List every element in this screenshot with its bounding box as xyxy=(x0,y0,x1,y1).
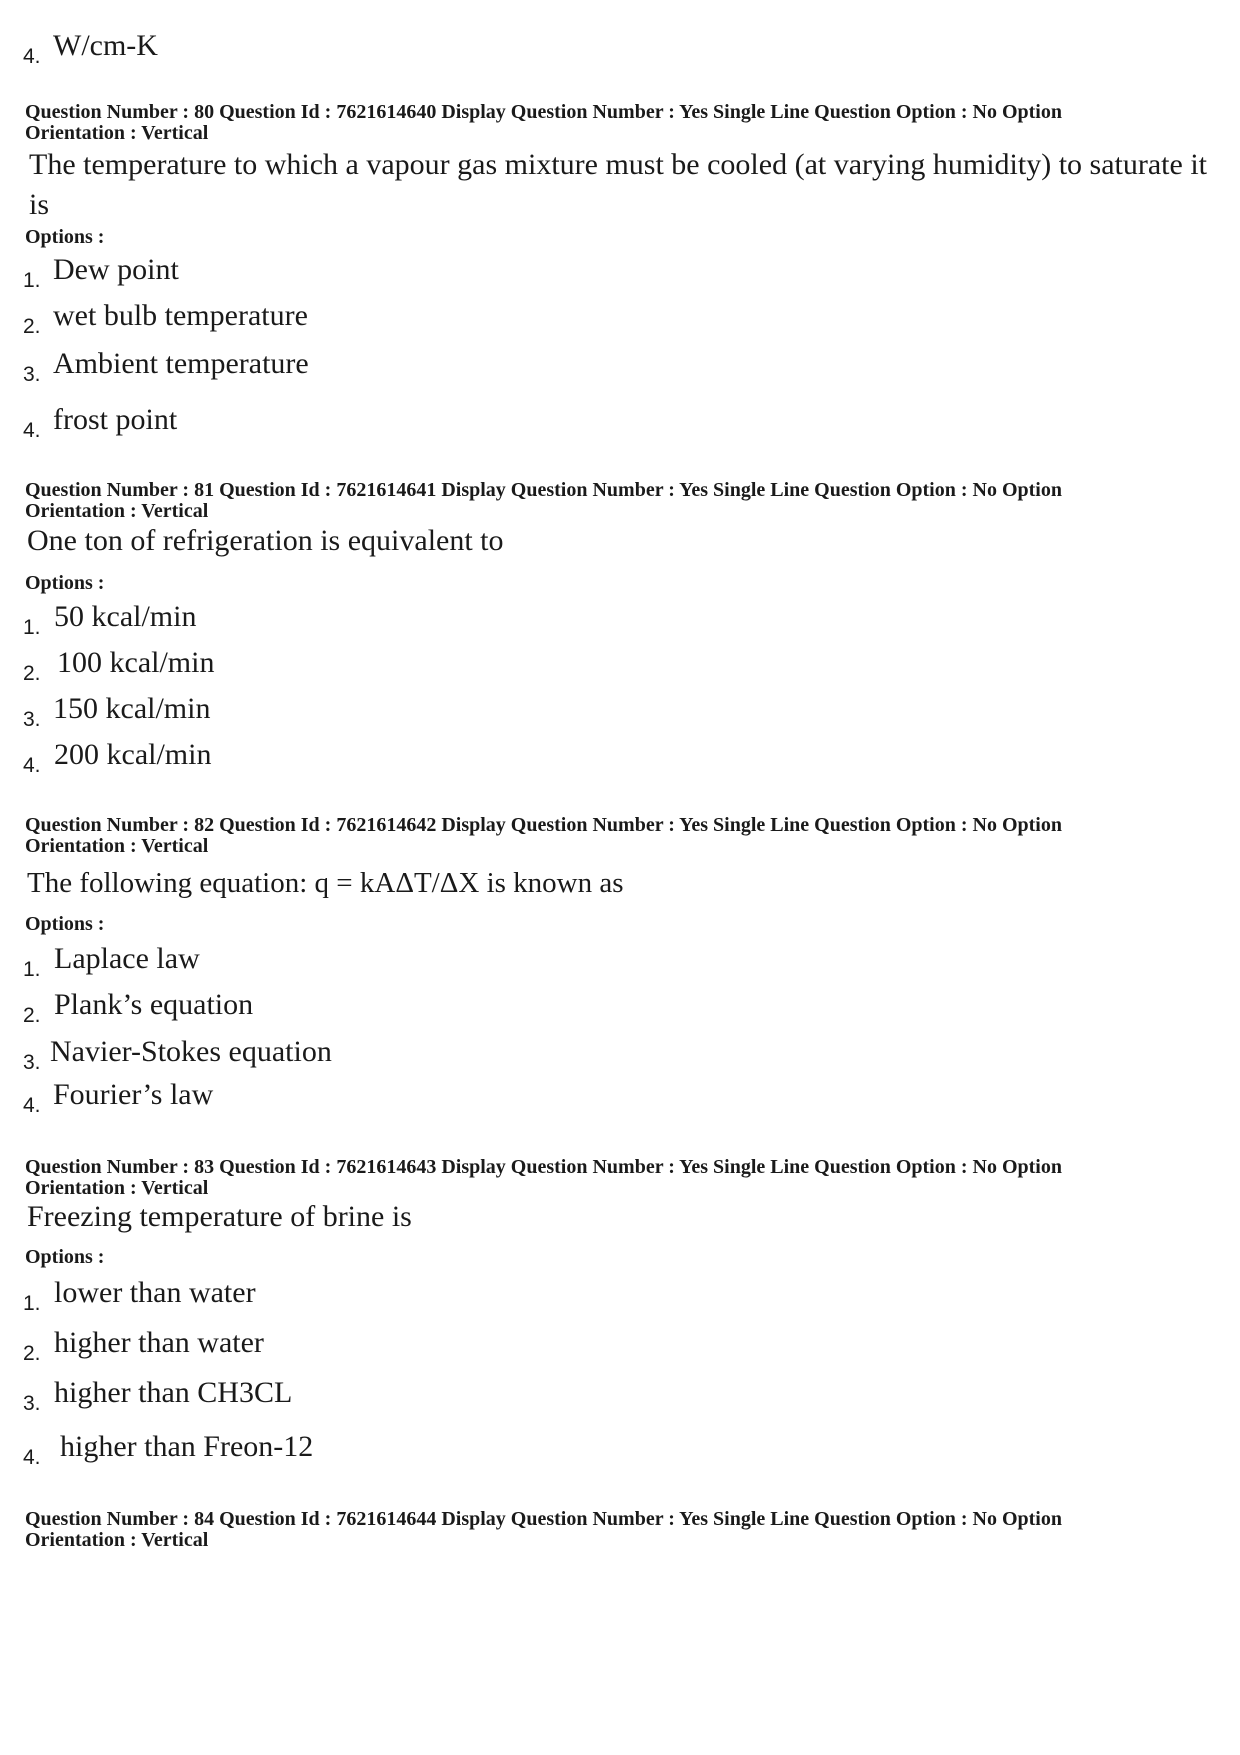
question-meta-line: Question Number : 84 Question Id : 7621614644 Display Question Number : Yes Single Line Question Option : No Option xyxy=(25,1508,1062,1530)
question-83-text: Freezing temperature of brine is xyxy=(27,1200,412,1233)
question-81-option-2 xyxy=(23,645,823,689)
options-label: Options : xyxy=(25,226,105,248)
option-number: 2. xyxy=(23,662,41,685)
option-number: 3. xyxy=(23,708,41,731)
question-80-option-4 xyxy=(23,402,823,446)
option-text: frost point xyxy=(53,403,178,436)
question-meta-line: Question Number : 80 Question Id : 7621614640 Display Question Number : Yes Single Line Question Option : No Option xyxy=(25,101,1062,123)
option-number: 1. xyxy=(23,958,41,981)
question-81-option-1 xyxy=(23,599,823,643)
option-text: Dew point xyxy=(53,253,179,286)
option-text: higher than water xyxy=(54,1326,264,1359)
question-meta-line: Question Number : 82 Question Id : 7621614642 Display Question Number : Yes Single Line Question Option : No Option xyxy=(25,814,1062,836)
question-meta-line: Orientation : Vertical xyxy=(25,1529,209,1551)
option-text: 200 kcal/min xyxy=(54,738,212,771)
option-text: lower than water xyxy=(54,1276,256,1309)
question-meta-line: Orientation : Vertical xyxy=(25,122,209,144)
question-meta-line: Orientation : Vertical xyxy=(25,500,209,522)
option-text: 100 kcal/min xyxy=(57,646,215,679)
option-number: 4. xyxy=(23,1094,41,1117)
option-number: 4. xyxy=(23,1446,41,1469)
question-meta-line: Question Number : 81 Question Id : 7621614641 Display Question Number : Yes Single Line Question Option : No Option xyxy=(25,479,1062,501)
question-81-option-4 xyxy=(23,737,823,781)
option-text: 50 kcal/min xyxy=(54,600,197,633)
option-text: 150 kcal/min xyxy=(53,692,211,725)
question-82-meta xyxy=(25,815,1205,857)
question-meta-line: Orientation : Vertical xyxy=(25,1177,209,1199)
question-meta-line: Question Number : 83 Question Id : 7621614643 Display Question Number : Yes Single Line Question Option : No Option xyxy=(25,1156,1062,1178)
options-label: Options : xyxy=(25,572,105,594)
question-80-meta xyxy=(25,102,1205,144)
option-text: wet bulb temperature xyxy=(53,299,308,332)
question-80-option-3 xyxy=(23,346,823,390)
question-81-text: One ton of refrigeration is equivalent to xyxy=(27,524,504,557)
question-82-option-1 xyxy=(23,941,823,985)
question-81-option-3 xyxy=(23,691,823,735)
option-number: 4. xyxy=(23,419,41,442)
option-number: 2. xyxy=(23,1342,41,1365)
option-text: Navier-Stokes equation xyxy=(50,1035,332,1068)
option-number: 2. xyxy=(23,1004,41,1027)
question-83-meta xyxy=(25,1157,1205,1199)
option-text: Laplace law xyxy=(54,942,200,975)
question-83-option-3 xyxy=(23,1375,823,1419)
question-83-option-4 xyxy=(23,1429,823,1473)
question-82-option-3 xyxy=(23,1034,823,1078)
question-meta-line: Orientation : Vertical xyxy=(25,835,209,857)
question-83-option-1 xyxy=(23,1275,823,1319)
question-82-option-4 xyxy=(23,1077,823,1121)
question-82-text: The following equation: q = kAΔT/ΔX is known as xyxy=(27,867,624,899)
option-number: 3. xyxy=(23,1392,41,1415)
option-text: higher than Freon-12 xyxy=(60,1430,314,1463)
question-80-text: The temperature to which a vapour gas mixture must be cooled (at varying humidity) to saturate it is xyxy=(29,148,1207,221)
option-number: 4. xyxy=(23,45,41,68)
option-text: Fourier’s law xyxy=(53,1078,214,1111)
option-number: 1. xyxy=(23,1292,41,1315)
question-83-option-2 xyxy=(23,1325,823,1369)
question-80-option-1 xyxy=(23,252,823,296)
option-text: Plank’s equation xyxy=(54,988,254,1021)
option-number: 1. xyxy=(23,616,41,639)
option-number: 3. xyxy=(23,363,41,386)
options-label: Options : xyxy=(25,1246,105,1268)
option-text: W/cm-K xyxy=(53,29,158,62)
option-text: higher than CH3CL xyxy=(54,1376,293,1409)
question-84-meta xyxy=(25,1509,1205,1551)
option-number: 3. xyxy=(23,1051,41,1074)
question-80-option-2 xyxy=(23,298,823,342)
question-81-meta xyxy=(25,480,1205,522)
option-number: 1. xyxy=(23,269,41,292)
option-number: 2. xyxy=(23,315,41,338)
options-label: Options : xyxy=(25,913,105,935)
question-82-option-2 xyxy=(23,987,823,1031)
previous-question-option-4 xyxy=(23,28,823,72)
option-number: 4. xyxy=(23,754,41,777)
option-text: Ambient temperature xyxy=(53,347,309,380)
